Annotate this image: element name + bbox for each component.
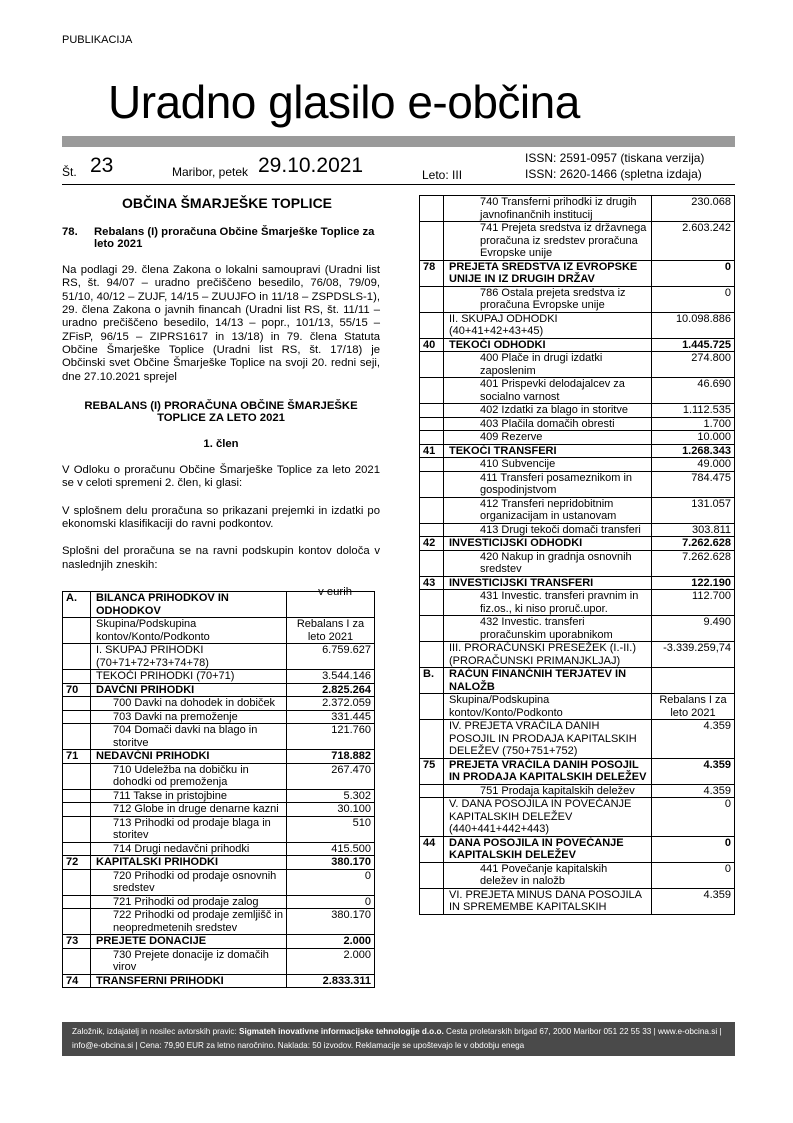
- paragraph-1: V Odloku o proračunu Občine Šmarješke Toplice za leto 2021 se v celoti spremeni 2. člen, ki glasi:: [62, 463, 380, 490]
- row-label: 420 Nakup in gradnja osnovnih sredstev: [444, 550, 652, 576]
- row-value: 0: [652, 862, 735, 888]
- row-label: TEKOČI PRIHODKI (70+71): [91, 670, 287, 684]
- row-label: PREJETA SREDSTVA IZ EVROPSKE UNIJE IN IZ DRUGIH DRŽAV: [444, 260, 652, 286]
- table-row: [420, 694, 735, 720]
- row-value: 784.475: [652, 471, 735, 497]
- row-value: 131.057: [652, 497, 735, 523]
- table-row: [420, 523, 735, 537]
- table-row: [63, 710, 375, 724]
- decree-heading: REBALANS (I) PRORAČUNA OBČINE ŠMARJEŠKE TOPLICE ZA LETO 2021: [84, 399, 358, 424]
- row-value: 0: [652, 836, 735, 862]
- row-label: 741 Prejeta sredstva iz državnega proračuna iz sredstev proračuna Evropske unije: [444, 222, 652, 261]
- row-code: [420, 784, 444, 798]
- row-value: 1.445.725: [652, 338, 735, 352]
- header-divider: [62, 184, 735, 185]
- row-value: 718.882: [287, 750, 375, 764]
- row-code: 40: [420, 338, 444, 352]
- row-value: 7.262.628: [652, 550, 735, 576]
- row-code: A.: [63, 592, 91, 618]
- table-row: [63, 789, 375, 803]
- table-row: [63, 869, 375, 895]
- row-label: 704 Domači davki na blago in storitve: [91, 724, 287, 750]
- row-code: [420, 523, 444, 537]
- article-clause-heading: 1. člen: [203, 437, 239, 450]
- table-row: [420, 312, 735, 338]
- table-row: [420, 720, 735, 759]
- table-row: [63, 948, 375, 974]
- table-row: [63, 856, 375, 870]
- footer-address: Cesta proletarskih brigad 67, 2000 Maribor 051 22 55 33 |: [443, 1027, 656, 1036]
- table-row: [420, 537, 735, 551]
- left-column: [62, 195, 380, 598]
- row-value: 230.068: [652, 196, 735, 222]
- table-row: [63, 974, 375, 988]
- row-code: 78: [420, 260, 444, 286]
- table-row: [63, 935, 375, 949]
- row-label: INVESTICIJSKI ODHODKI: [444, 537, 652, 551]
- footer-publisher: Sigmateh inovativne informacijske tehnologije d.o.o.: [239, 1027, 444, 1036]
- row-code: [63, 618, 91, 644]
- row-code: [420, 798, 444, 837]
- row-value: 112.700: [652, 590, 735, 616]
- table-row: [420, 798, 735, 837]
- row-code: [420, 694, 444, 720]
- row-value: 3.544.146: [287, 670, 375, 684]
- table-row: [420, 888, 735, 914]
- row-value: 49.000: [652, 458, 735, 472]
- row-value: 7.262.628: [652, 537, 735, 551]
- row-label: TEKOČI ODHODKI: [444, 338, 652, 352]
- row-label: 722 Prihodki od prodaje zemljišč in neopredmetenih sredstev: [91, 909, 287, 935]
- masthead-title: Uradno glasilo e-občina: [108, 76, 580, 128]
- table-row: [420, 417, 735, 431]
- table-row: [420, 642, 735, 668]
- table-row: [420, 260, 735, 286]
- table-row: [420, 444, 735, 458]
- article-number: 78.: [62, 226, 78, 238]
- row-label: TRANSFERNI PRIHODKI: [91, 974, 287, 988]
- row-label: 703 Davki na premoženje: [91, 710, 287, 724]
- row-value: 9.490: [652, 616, 735, 642]
- row-label: II. SKUPAJ ODHODKI (40+41+42+43+45): [444, 312, 652, 338]
- row-label: 411 Transferi posameznikom in gospodinjstvom: [444, 471, 652, 497]
- paragraph-3: Splošni del proračuna se na ravni podskupin kontov določa v naslednjih zneskih:: [62, 545, 380, 571]
- row-code: [63, 895, 91, 909]
- publication-label: PUBLIKACIJA: [62, 34, 133, 46]
- row-label: 721 Prihodki od prodaje zalog: [91, 895, 287, 909]
- paragraph-2: V splošnem delu proračuna so prikazani prejemki in izdatki po ekonomski klasifikaciji do ravni podkontov.: [62, 504, 380, 530]
- row-value: 380.170: [287, 856, 375, 870]
- table-row: [420, 862, 735, 888]
- row-value: 380.170: [287, 909, 375, 935]
- row-label: PREJETE DONACIJE: [91, 935, 287, 949]
- row-code: 43: [420, 576, 444, 590]
- unit-label: v eurih: [318, 585, 352, 598]
- row-label: Skupina/Podskupina kontov/Konto/Podkonto: [444, 694, 652, 720]
- row-code: [420, 590, 444, 616]
- table-row: [420, 286, 735, 312]
- row-value: 2.372.059: [287, 697, 375, 711]
- row-label: INVESTICIJSKI TRANSFERI: [444, 576, 652, 590]
- row-code: [420, 471, 444, 497]
- row-label: I. SKUPAJ PRIHODKI (70+71+72+73+74+78): [91, 644, 287, 670]
- row-label: TEKOČI TRANSFERI: [444, 444, 652, 458]
- row-code: [63, 909, 91, 935]
- row-label: V. DANA POSOJILA IN POVEČANJE KAPITALSKIH DELEŽEV (440+441+442+443): [444, 798, 652, 837]
- table-row: [420, 497, 735, 523]
- table-row: [420, 471, 735, 497]
- row-value: 0: [287, 895, 375, 909]
- row-code: [420, 888, 444, 914]
- row-code: [63, 710, 91, 724]
- row-label: 751 Prodaja kapitalskih deležev: [444, 784, 652, 798]
- masthead-rule: [62, 136, 735, 147]
- row-code: 74: [63, 974, 91, 988]
- row-code: [63, 789, 91, 803]
- row-label: 786 Ostala prejeta sredstva iz proračuna Evropske unije: [444, 286, 652, 312]
- row-code: 75: [420, 758, 444, 784]
- table-row: [420, 550, 735, 576]
- issue-date: 29.10.2021: [258, 154, 364, 177]
- table-row: [420, 576, 735, 590]
- row-code: [63, 644, 91, 670]
- row-label: 401 Prispevki delodajalcev za socialno varnost: [444, 378, 652, 404]
- budget-table-left: [62, 591, 375, 988]
- row-value: 1.700: [652, 417, 735, 431]
- row-code: [63, 724, 91, 750]
- table-row: [420, 404, 735, 418]
- row-value: -3.339.259,74: [652, 642, 735, 668]
- row-code: 44: [420, 836, 444, 862]
- table-row: [420, 431, 735, 445]
- row-value: 121.760: [287, 724, 375, 750]
- row-label: 710 Udeležba na dobičku in dohodki od premoženja: [91, 763, 287, 789]
- table-row: [63, 683, 375, 697]
- row-label: 720 Prihodki od prodaje osnovnih sredstev: [91, 869, 287, 895]
- table-row: [420, 338, 735, 352]
- row-value: [652, 668, 735, 694]
- row-value: 30.100: [287, 803, 375, 817]
- row-code: [63, 697, 91, 711]
- article-heading: [62, 226, 380, 250]
- table-row: [63, 803, 375, 817]
- row-code: [420, 862, 444, 888]
- issue-number: 23: [90, 154, 114, 177]
- row-code: [420, 720, 444, 759]
- row-label: 740 Transferni prihodki iz drugih javnofinančnih institucij: [444, 196, 652, 222]
- row-code: [63, 816, 91, 842]
- row-code: 42: [420, 537, 444, 551]
- row-value: Rebalans I za leto 2021: [287, 618, 375, 644]
- row-code: [420, 196, 444, 222]
- row-label: 410 Subvencije: [444, 458, 652, 472]
- row-value: 2.000: [287, 948, 375, 974]
- table-row: [63, 724, 375, 750]
- table-row: [420, 590, 735, 616]
- row-label: 441 Povečanje kapitalskih deležev in naložb: [444, 862, 652, 888]
- row-value: 303.811: [652, 523, 735, 537]
- row-value: 2.833.311: [287, 974, 375, 988]
- row-code: [420, 431, 444, 445]
- table-row: [420, 352, 735, 378]
- row-value: 2.825.264: [287, 683, 375, 697]
- row-code: [420, 497, 444, 523]
- row-label: 412 Transferi nepridobitnim organizacijam in ustanovam: [444, 497, 652, 523]
- row-label: 713 Prihodki od prodaje blaga in storitev: [91, 816, 287, 842]
- issue-prefix: Št.: [62, 165, 77, 179]
- row-code: [420, 642, 444, 668]
- row-value: 267.470: [287, 763, 375, 789]
- table-row: [63, 697, 375, 711]
- row-label: 413 Drugi tekoči domači transferi: [444, 523, 652, 537]
- row-value: 6.759.627: [287, 644, 375, 670]
- row-value: 274.800: [652, 352, 735, 378]
- row-code: [420, 417, 444, 431]
- budget-table-right: [419, 195, 735, 915]
- row-code: [420, 550, 444, 576]
- row-value: 0: [652, 798, 735, 837]
- row-value: [287, 592, 375, 618]
- row-value: 4.359: [652, 720, 735, 759]
- row-code: 72: [63, 856, 91, 870]
- row-label: 714 Drugi nedavčni prihodki: [91, 842, 287, 856]
- table-row: [63, 750, 375, 764]
- row-code: B.: [420, 668, 444, 694]
- row-value: 4.359: [652, 888, 735, 914]
- issn-online: ISSN: 2620-1466 (spletna izdaja): [525, 167, 702, 181]
- row-label: BILANCA PRIHODKOV IN ODHODKOV: [91, 592, 287, 618]
- row-label: 409 Rezerve: [444, 431, 652, 445]
- row-value: 5.302: [287, 789, 375, 803]
- row-value: 1.112.535: [652, 404, 735, 418]
- footer-website-link[interactable]: www.e-obcina.si: [657, 1027, 718, 1036]
- row-value: 1.268.343: [652, 444, 735, 458]
- row-value: 10.098.886: [652, 312, 735, 338]
- row-value: 510: [287, 816, 375, 842]
- row-value: 122.190: [652, 576, 735, 590]
- table-row: [63, 618, 375, 644]
- row-value: Rebalans I za leto 2021: [652, 694, 735, 720]
- row-label: 712 Globe in druge denarne kazni: [91, 803, 287, 817]
- municipality-heading: OBČINA ŠMARJEŠKE TOPLICE: [121, 195, 333, 211]
- row-code: [420, 378, 444, 404]
- row-label: 431 Investic. transferi pravnim in fiz.os., ki niso proruč.upor.: [444, 590, 652, 616]
- row-value: 4.359: [652, 784, 735, 798]
- table-row: [420, 836, 735, 862]
- row-value: 0: [652, 260, 735, 286]
- row-value: 415.500: [287, 842, 375, 856]
- row-code: [420, 286, 444, 312]
- preamble-paragraph: Na podlagi 29. člena Zakona o lokalni samoupravi (Uradni list RS, št. 94/07 – uradno prečiščeno besedilo, 76/08, 79/09, 51/10, 40/12 – ZUJF, 14/15 – ZUUJFO in 11/18 – ZSPDSLS-1), 29. člena Zakona o javnih financah (Uradni list RS, št. 11/11 – uradno prečiščeno besedilo, 14/13 – popr., 101/13, 55/15 – ZFisP, 96/15 – ZIPRS1617 in 13/18) in 79. člena Statuta Občine Šmarješke Toplice (Uradni list RS, št. 17/18) je Občinski svet Občine Šmarješke Toplice na svoji 20. redni seji, dne 27.10.2021 sprejel: [62, 264, 380, 383]
- row-value: 2.603.242: [652, 222, 735, 261]
- row-label: RAČUN FINANČNIH TERJATEV IN NALOŽB: [444, 668, 652, 694]
- table-row: [420, 758, 735, 784]
- row-code: [63, 869, 91, 895]
- row-code: 71: [63, 750, 91, 764]
- table-row: [420, 784, 735, 798]
- row-value: 331.445: [287, 710, 375, 724]
- table-row: [420, 458, 735, 472]
- row-label: KAPITALSKI PRIHODKI: [91, 856, 287, 870]
- row-code: [420, 458, 444, 472]
- row-label: Skupina/Podskupina kontov/Konto/Podkonto: [91, 618, 287, 644]
- row-label: 700 Davki na dohodek in dobiček: [91, 697, 287, 711]
- row-code: [63, 763, 91, 789]
- issue-place-day: Maribor, petek: [172, 165, 249, 179]
- table-row: [420, 196, 735, 222]
- row-value: 4.359: [652, 758, 735, 784]
- row-label: NEDAVČNI PRIHODKI: [91, 750, 287, 764]
- row-label: 402 Izdatki za blago in storitve: [444, 404, 652, 418]
- table-row: [63, 763, 375, 789]
- row-label: IV. PREJETA VRAČILA DANIH POSOJIL IN PRODAJA KAPITALSKIH DELEŽEV (750+751+752): [444, 720, 652, 759]
- row-label: VI. PREJETA MINUS DANA POSOJILA IN SPREMEMBE KAPITALSKIH: [444, 888, 652, 914]
- row-label: 432 Investic. transferi proračunskim uporabnikom: [444, 616, 652, 642]
- row-code: [420, 404, 444, 418]
- row-value: 0: [287, 869, 375, 895]
- row-code: 70: [63, 683, 91, 697]
- table-row: [63, 909, 375, 935]
- row-code: [420, 616, 444, 642]
- table-row: [420, 616, 735, 642]
- article-title: Rebalans (I) proračuna Občine Šmarješke Toplice za leto 2021: [94, 226, 375, 250]
- table-row: [63, 842, 375, 856]
- row-label: 711 Takse in pristojbine: [91, 789, 287, 803]
- table-row: [63, 644, 375, 670]
- issue-year: Leto: III: [422, 168, 463, 182]
- row-value: 2.000: [287, 935, 375, 949]
- table-row: [63, 895, 375, 909]
- row-code: [63, 803, 91, 817]
- row-label: DANA POSOJILA IN POVEČANJE KAPITALSKIH DELEŽEV: [444, 836, 652, 862]
- issn-print: ISSN: 2591-0957 (tiskana verzija): [525, 151, 705, 165]
- row-label: DAVČNI PRIHODKI: [91, 683, 287, 697]
- footer-prefix: Založnik, izdajatelj in nosilec avtorskih pravic:: [72, 1027, 237, 1036]
- row-value: 10.000: [652, 431, 735, 445]
- table-row: [63, 670, 375, 684]
- footer-imprint: Založnik, izdajatelj in nosilec avtorskih pravic: Sigmateh inovativne informacijske tehnologije d.o.o. Cesta proletarskih brigad 67, 2000 Maribor 051 22 55 33 | www.e-obcina.si | info@e-obcina.si | Cena: 79,90 EUR za letno naročnino. Naklada: 50 izvodov. Reklamacije se upoštevajo le v obdobju enega: [62, 1022, 735, 1056]
- row-label: 403 Plačila domačih obresti: [444, 417, 652, 431]
- row-label: III. PRORAČUNSKI PRESEŽEK (I.-II.) (PRORAČUNSKI PRIMANJKLJAJ): [444, 642, 652, 668]
- row-value: 0: [652, 286, 735, 312]
- row-label: PREJETA VRAČILA DANIH POSOJIL IN PRODAJA KAPITALSKIH DELEŽEV: [444, 758, 652, 784]
- row-code: [420, 312, 444, 338]
- row-value: 46.690: [652, 378, 735, 404]
- footer-email-link[interactable]: info@e-obcina.si: [72, 1041, 134, 1050]
- footer-price-info: | Cena: 79,90 EUR za letno naročnino. Naklada: 50 izvodov. Reklamacije se upoštevajo le v obdobju enega: [135, 1041, 525, 1050]
- row-code: [63, 948, 91, 974]
- table-row: [420, 668, 735, 694]
- row-label: 400 Plače in drugi izdatki zaposlenim: [444, 352, 652, 378]
- row-code: 41: [420, 444, 444, 458]
- row-code: 73: [63, 935, 91, 949]
- row-label: 730 Prejete donacije iz domačih virov: [91, 948, 287, 974]
- row-code: [420, 222, 444, 261]
- table-row: [63, 816, 375, 842]
- row-code: [63, 842, 91, 856]
- table-row: [420, 378, 735, 404]
- table-row: [63, 592, 375, 618]
- row-code: [420, 352, 444, 378]
- table-row: [420, 222, 735, 261]
- row-code: [63, 670, 91, 684]
